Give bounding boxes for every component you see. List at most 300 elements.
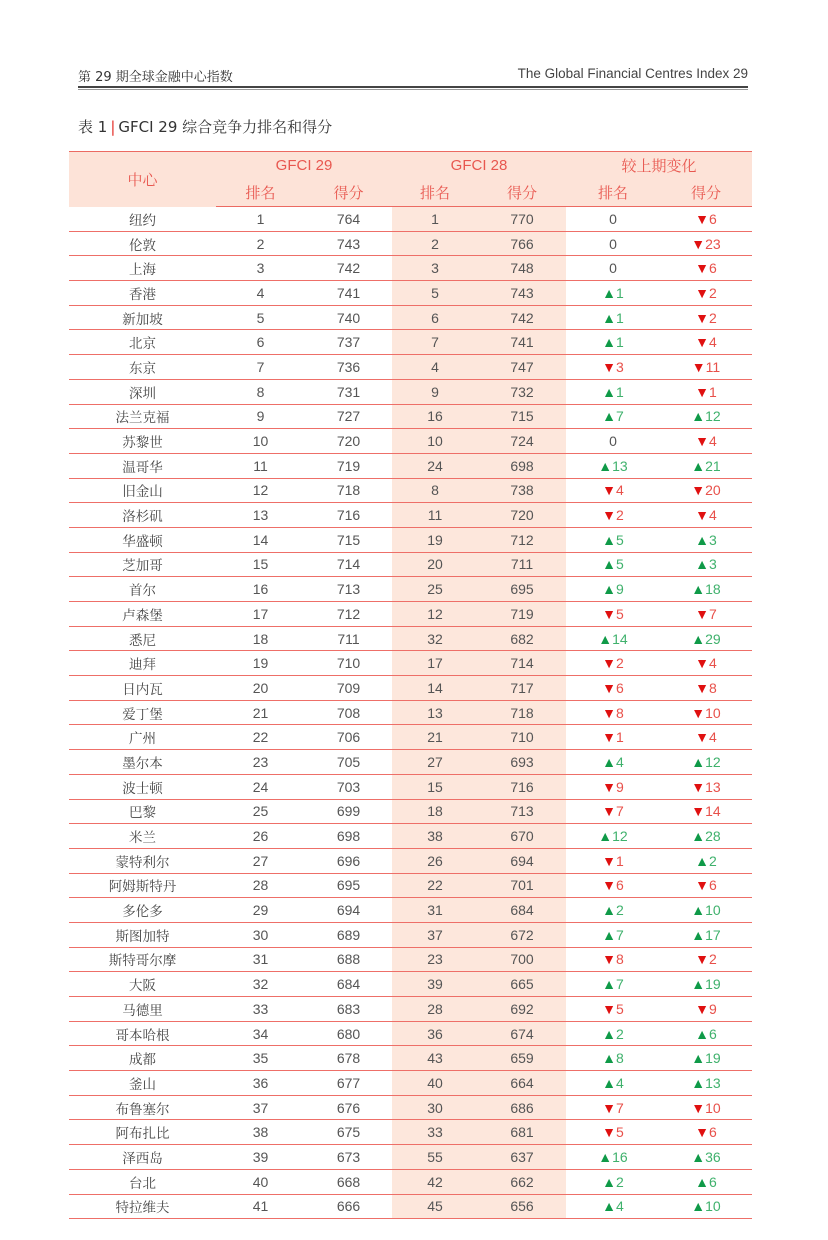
center-name: 台北	[69, 1169, 216, 1194]
center-name: 卢森堡	[69, 602, 216, 627]
gfci28-score: 717	[478, 676, 566, 701]
change-score: ▲17	[660, 922, 752, 947]
gfci29-rank: 12	[216, 478, 305, 503]
gfci29-rank: 14	[216, 527, 305, 552]
gfci28-score: 741	[478, 330, 566, 355]
center-name: 大阪	[69, 972, 216, 997]
gfci28-score: 732	[478, 379, 566, 404]
change-rank: ▼5	[566, 1120, 660, 1145]
change-score: ▲6	[660, 1021, 752, 1046]
gfci29-rank: 40	[216, 1169, 305, 1194]
gfci29-rank: 31	[216, 947, 305, 972]
change-rank: ▲2	[566, 898, 660, 923]
change-rank: ▲1	[566, 379, 660, 404]
change-score: ▼2	[660, 947, 752, 972]
change-score: ▼13	[660, 774, 752, 799]
table-row	[69, 922, 752, 947]
change-rank: ▼1	[566, 848, 660, 873]
gfci29-score: 764	[305, 207, 392, 232]
gfci29-score: 740	[305, 305, 392, 330]
gfci29-rank: 38	[216, 1120, 305, 1145]
gfci28-score: 665	[478, 972, 566, 997]
gfci29-rank: 36	[216, 1071, 305, 1096]
table-row	[69, 602, 752, 627]
table-caption	[78, 116, 332, 137]
gfci28-score: 719	[478, 602, 566, 627]
gfci29-rank: 37	[216, 1095, 305, 1120]
table-row	[69, 503, 752, 528]
gfci29-score: 714	[305, 552, 392, 577]
gfci29-score: 699	[305, 799, 392, 824]
change-rank: ▲14	[566, 626, 660, 651]
table-row	[69, 281, 752, 306]
gfci29-rank: 30	[216, 922, 305, 947]
gfci28-score: 686	[478, 1095, 566, 1120]
gfci28-score: 659	[478, 1046, 566, 1071]
gfci28-rank: 22	[392, 873, 478, 898]
change-score: ▼23	[660, 231, 752, 256]
gfci28-rank: 38	[392, 824, 478, 849]
table-row	[69, 478, 752, 503]
gfci29-score: 689	[305, 922, 392, 947]
change-score: ▼4	[660, 330, 752, 355]
change-score: ▲19	[660, 1046, 752, 1071]
center-name: 新加坡	[69, 305, 216, 330]
gfci28-rank: 14	[392, 676, 478, 701]
gfci29-rank: 21	[216, 700, 305, 725]
gfci28-rank: 2	[392, 231, 478, 256]
header-gfci29: GFCI 29	[216, 152, 392, 180]
gfci29-rank: 9	[216, 404, 305, 429]
gfci29-score: 706	[305, 725, 392, 750]
gfci28-rank: 30	[392, 1095, 478, 1120]
table-row	[69, 676, 752, 701]
gfci28-score: 724	[478, 429, 566, 454]
change-rank: ▲5	[566, 527, 660, 552]
gfci29-score: 676	[305, 1095, 392, 1120]
gfci28-score: 712	[478, 527, 566, 552]
center-name: 阿姆斯特丹	[69, 873, 216, 898]
table-row	[69, 577, 752, 602]
gfci29-rank: 11	[216, 453, 305, 478]
change-score: ▼8	[660, 676, 752, 701]
center-name: 纽约	[69, 207, 216, 232]
gfci28-rank: 40	[392, 1071, 478, 1096]
change-rank: ▲1	[566, 281, 660, 306]
table-row	[69, 330, 752, 355]
gfci28-rank: 18	[392, 799, 478, 824]
table-row	[69, 552, 752, 577]
change-score: ▼20	[660, 478, 752, 503]
header-title-cn: 第 29 期全球金融中心指数	[78, 70, 233, 85]
change-rank: ▼1	[566, 725, 660, 750]
change-rank: ▲4	[566, 750, 660, 775]
gfci28-score: 720	[478, 503, 566, 528]
gfci29-rank: 28	[216, 873, 305, 898]
gfci29-score: 713	[305, 577, 392, 602]
gfci29-score: 694	[305, 898, 392, 923]
gfci29-score: 718	[305, 478, 392, 503]
gfci28-rank: 27	[392, 750, 478, 775]
change-score: ▲3	[660, 527, 752, 552]
gfci29-score: 703	[305, 774, 392, 799]
header-gfci28: GFCI 28	[392, 152, 566, 180]
gfci29-rank: 13	[216, 503, 305, 528]
change-rank: ▲2	[566, 1169, 660, 1194]
gfci28-rank: 37	[392, 922, 478, 947]
gfci29-score: 727	[305, 404, 392, 429]
table-row	[69, 1071, 752, 1096]
gfci28-score: 742	[478, 305, 566, 330]
gfci28-rank: 17	[392, 651, 478, 676]
gfci29-rank: 32	[216, 972, 305, 997]
gfci29-rank: 10	[216, 429, 305, 454]
center-name: 马德里	[69, 997, 216, 1022]
center-name: 旧金山	[69, 478, 216, 503]
gfci28-score: 770	[478, 207, 566, 232]
gfci29-score: 709	[305, 676, 392, 701]
center-name: 成都	[69, 1046, 216, 1071]
change-score: ▼14	[660, 799, 752, 824]
change-score: ▼4	[660, 651, 752, 676]
table-number: 表 1	[78, 118, 108, 136]
gfci28-rank: 19	[392, 527, 478, 552]
center-name: 东京	[69, 355, 216, 380]
change-score: ▼10	[660, 700, 752, 725]
table-row	[69, 824, 752, 849]
table-row	[69, 651, 752, 676]
change-rank: ▲16	[566, 1145, 660, 1170]
center-name: 北京	[69, 330, 216, 355]
change-score: ▼6	[660, 1120, 752, 1145]
center-name: 广州	[69, 725, 216, 750]
gfci28-score: 716	[478, 774, 566, 799]
change-score: ▼1	[660, 379, 752, 404]
gfci29-score: 737	[305, 330, 392, 355]
gfci29-score: 743	[305, 231, 392, 256]
table-row	[69, 379, 752, 404]
table-row	[69, 725, 752, 750]
change-rank: ▲7	[566, 404, 660, 429]
gfci28-rank: 8	[392, 478, 478, 503]
change-score: ▲36	[660, 1145, 752, 1170]
change-score: ▲29	[660, 626, 752, 651]
gfci28-score: 766	[478, 231, 566, 256]
gfci29-score: 677	[305, 1071, 392, 1096]
table-row	[69, 256, 752, 281]
table-row	[69, 972, 752, 997]
center-name: 迪拜	[69, 651, 216, 676]
header-gfci29-score: 得分	[305, 179, 392, 207]
gfci29-rank: 17	[216, 602, 305, 627]
table-row	[69, 1145, 752, 1170]
change-rank: ▼7	[566, 799, 660, 824]
gfci29-score: 675	[305, 1120, 392, 1145]
gfci28-rank: 6	[392, 305, 478, 330]
gfci29-rank: 20	[216, 676, 305, 701]
gfci29-score: 736	[305, 355, 392, 380]
change-rank: ▲4	[566, 1194, 660, 1219]
gfci28-rank: 20	[392, 552, 478, 577]
gfci29-rank: 6	[216, 330, 305, 355]
gfci28-score: 738	[478, 478, 566, 503]
change-score: ▲12	[660, 750, 752, 775]
gfci29-rank: 26	[216, 824, 305, 849]
table-row	[69, 305, 752, 330]
center-name: 特拉维夫	[69, 1194, 216, 1219]
gfci-ranking-table	[69, 151, 752, 1219]
gfci28-rank: 43	[392, 1046, 478, 1071]
gfci28-rank: 24	[392, 453, 478, 478]
gfci28-score: 747	[478, 355, 566, 380]
table-row	[69, 1194, 752, 1219]
gfci29-score: 716	[305, 503, 392, 528]
gfci28-score: 682	[478, 626, 566, 651]
header-center: 中心	[69, 152, 216, 207]
gfci29-score: 668	[305, 1169, 392, 1194]
change-score: ▼6	[660, 873, 752, 898]
gfci29-score: 680	[305, 1021, 392, 1046]
table-row	[69, 848, 752, 873]
change-rank: ▼6	[566, 873, 660, 898]
center-name: 阿布扎比	[69, 1120, 216, 1145]
gfci28-score: 693	[478, 750, 566, 775]
gfci29-rank: 23	[216, 750, 305, 775]
center-name: 深圳	[69, 379, 216, 404]
gfci28-rank: 31	[392, 898, 478, 923]
header-gfci28-score: 得分	[478, 179, 566, 207]
gfci29-rank: 34	[216, 1021, 305, 1046]
center-name: 泽西岛	[69, 1145, 216, 1170]
table-body	[69, 207, 752, 1219]
gfci29-score: 666	[305, 1194, 392, 1219]
table-row	[69, 700, 752, 725]
center-name: 洛杉矶	[69, 503, 216, 528]
gfci28-rank: 9	[392, 379, 478, 404]
table-row	[69, 404, 752, 429]
gfci29-score: 683	[305, 997, 392, 1022]
change-score: ▲10	[660, 898, 752, 923]
change-score: ▲21	[660, 453, 752, 478]
gfci28-rank: 32	[392, 626, 478, 651]
gfci29-score: 720	[305, 429, 392, 454]
center-name: 多伦多	[69, 898, 216, 923]
gfci29-score: 678	[305, 1046, 392, 1071]
table-row	[69, 898, 752, 923]
header-gfci28-rank: 排名	[392, 179, 478, 207]
gfci29-rank: 25	[216, 799, 305, 824]
gfci29-score: 696	[305, 848, 392, 873]
gfci28-rank: 39	[392, 972, 478, 997]
page-header	[78, 64, 748, 88]
gfci29-score: 731	[305, 379, 392, 404]
change-score: ▲2	[660, 848, 752, 873]
gfci29-score: 698	[305, 824, 392, 849]
header-change-rank: 排名	[566, 179, 660, 207]
gfci28-score: 698	[478, 453, 566, 478]
change-score: ▲18	[660, 577, 752, 602]
change-rank: ▲7	[566, 972, 660, 997]
gfci29-rank: 27	[216, 848, 305, 873]
gfci28-score: 701	[478, 873, 566, 898]
change-score: ▲13	[660, 1071, 752, 1096]
change-rank: ▲12	[566, 824, 660, 849]
gfci29-score: 719	[305, 453, 392, 478]
gfci28-rank: 10	[392, 429, 478, 454]
center-name: 苏黎世	[69, 429, 216, 454]
gfci28-score: 711	[478, 552, 566, 577]
table-row	[69, 997, 752, 1022]
table-row	[69, 453, 752, 478]
gfci28-score: 656	[478, 1194, 566, 1219]
gfci29-rank: 35	[216, 1046, 305, 1071]
change-rank: 0	[566, 429, 660, 454]
gfci28-rank: 36	[392, 1021, 478, 1046]
gfci29-rank: 16	[216, 577, 305, 602]
gfci28-rank: 28	[392, 997, 478, 1022]
table-row	[69, 527, 752, 552]
gfci28-rank: 23	[392, 947, 478, 972]
center-name: 蒙特利尔	[69, 848, 216, 873]
gfci29-rank: 7	[216, 355, 305, 380]
change-rank: ▼4	[566, 478, 660, 503]
change-score: ▼6	[660, 256, 752, 281]
table-row	[69, 873, 752, 898]
change-rank: ▲5	[566, 552, 660, 577]
gfci29-rank: 18	[216, 626, 305, 651]
gfci28-rank: 26	[392, 848, 478, 873]
header-divider	[78, 89, 748, 90]
change-score: ▲28	[660, 824, 752, 849]
table-row	[69, 626, 752, 651]
gfci29-score: 712	[305, 602, 392, 627]
change-rank: 0	[566, 231, 660, 256]
gfci29-score: 710	[305, 651, 392, 676]
center-name: 温哥华	[69, 453, 216, 478]
gfci28-score: 700	[478, 947, 566, 972]
gfci29-rank: 8	[216, 379, 305, 404]
header-title-en: The Global Financial Centres Index 29	[517, 66, 748, 81]
center-name: 布鲁塞尔	[69, 1095, 216, 1120]
change-rank: 0	[566, 207, 660, 232]
gfci28-score: 718	[478, 700, 566, 725]
center-name: 波士顿	[69, 774, 216, 799]
gfci29-rank: 33	[216, 997, 305, 1022]
change-rank: ▲1	[566, 305, 660, 330]
gfci29-score: 711	[305, 626, 392, 651]
table-title: GFCI 29 综合竞争力排名和得分	[118, 118, 333, 136]
center-name: 上海	[69, 256, 216, 281]
gfci28-score: 662	[478, 1169, 566, 1194]
change-rank: ▼5	[566, 602, 660, 627]
change-score: ▲10	[660, 1194, 752, 1219]
table-row	[69, 1021, 752, 1046]
table-row	[69, 947, 752, 972]
gfci28-score: 714	[478, 651, 566, 676]
gfci28-rank: 55	[392, 1145, 478, 1170]
gfci29-score: 742	[305, 256, 392, 281]
change-rank: ▼5	[566, 997, 660, 1022]
change-score: ▼2	[660, 305, 752, 330]
change-rank: ▼8	[566, 947, 660, 972]
gfci28-rank: 25	[392, 577, 478, 602]
gfci28-rank: 16	[392, 404, 478, 429]
table-row	[69, 429, 752, 454]
center-name: 斯特哥尔摩	[69, 947, 216, 972]
change-score: ▼6	[660, 207, 752, 232]
gfci28-rank: 42	[392, 1169, 478, 1194]
change-score: ▼4	[660, 725, 752, 750]
center-name: 伦敦	[69, 231, 216, 256]
caption-divider: |	[110, 118, 116, 136]
gfci28-score: 713	[478, 799, 566, 824]
gfci29-rank: 22	[216, 725, 305, 750]
gfci28-score: 681	[478, 1120, 566, 1145]
center-name: 釜山	[69, 1071, 216, 1096]
gfci29-score: 741	[305, 281, 392, 306]
change-rank: ▼9	[566, 774, 660, 799]
gfci29-rank: 29	[216, 898, 305, 923]
gfci28-score: 694	[478, 848, 566, 873]
change-rank: ▼8	[566, 700, 660, 725]
change-rank: ▼2	[566, 651, 660, 676]
change-rank: ▲4	[566, 1071, 660, 1096]
gfci28-rank: 5	[392, 281, 478, 306]
change-rank: ▲13	[566, 453, 660, 478]
table-row	[69, 1095, 752, 1120]
gfci29-score: 708	[305, 700, 392, 725]
change-score: ▼9	[660, 997, 752, 1022]
table-row	[69, 355, 752, 380]
change-rank: ▲8	[566, 1046, 660, 1071]
center-name: 米兰	[69, 824, 216, 849]
gfci29-rank: 5	[216, 305, 305, 330]
change-score: ▲12	[660, 404, 752, 429]
change-rank: ▲2	[566, 1021, 660, 1046]
gfci28-score: 684	[478, 898, 566, 923]
center-name: 墨尔本	[69, 750, 216, 775]
change-rank: ▲1	[566, 330, 660, 355]
gfci29-rank: 2	[216, 231, 305, 256]
gfci29-score: 715	[305, 527, 392, 552]
header-gfci29-rank: 排名	[216, 179, 305, 207]
gfci28-rank: 15	[392, 774, 478, 799]
center-name: 爱丁堡	[69, 700, 216, 725]
change-score: ▼7	[660, 602, 752, 627]
gfci28-rank: 7	[392, 330, 478, 355]
table-row	[69, 774, 752, 799]
gfci29-score: 705	[305, 750, 392, 775]
gfci28-rank: 4	[392, 355, 478, 380]
gfci28-rank: 21	[392, 725, 478, 750]
change-score: ▲19	[660, 972, 752, 997]
change-rank: ▼2	[566, 503, 660, 528]
gfci28-score: 715	[478, 404, 566, 429]
change-rank: ▼3	[566, 355, 660, 380]
center-name: 日内瓦	[69, 676, 216, 701]
table-row	[69, 231, 752, 256]
gfci28-rank: 3	[392, 256, 478, 281]
center-name: 芝加哥	[69, 552, 216, 577]
gfci28-score: 692	[478, 997, 566, 1022]
gfci28-score: 664	[478, 1071, 566, 1096]
change-score: ▲6	[660, 1169, 752, 1194]
gfci28-score: 695	[478, 577, 566, 602]
gfci28-score: 637	[478, 1145, 566, 1170]
gfci28-rank: 33	[392, 1120, 478, 1145]
change-score: ▼11	[660, 355, 752, 380]
gfci28-rank: 45	[392, 1194, 478, 1219]
